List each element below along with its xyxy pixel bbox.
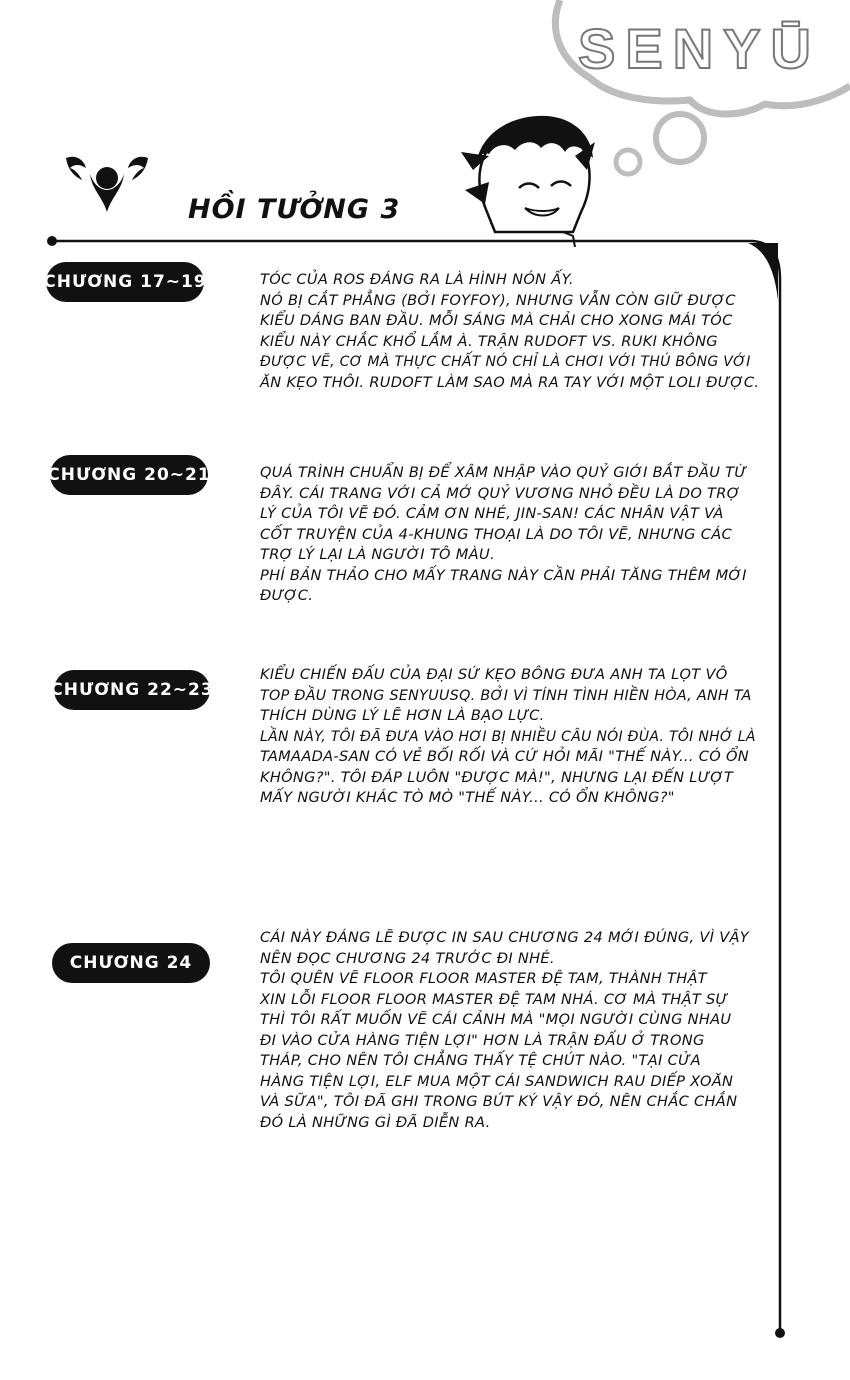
- senyu-logo: SENYŪ: [578, 17, 821, 80]
- chapter-badge-17-19: CHƯƠNG 17~19: [46, 262, 204, 302]
- note-line: TAMAADA-SAN CÓ VẺ BỐI RỐI VÀ CỨ HỎI MÃI "THẾ NÀY... CÓ ỔN: [260, 748, 749, 765]
- note-line: TÔI QUÊN VẼ FLOOR FLOOR MASTER ĐỆ TAM, THÀNH THẬT: [260, 970, 708, 987]
- note-line: ĐÓ LÀ NHỮNG GÌ ĐÃ DIỄN RA.: [260, 1113, 491, 1131]
- note-line: ĐI VÀO CỬA HÀNG TIỆN LỢI" HƠN LÀ TRẬN ĐẤU Ở TRONG: [260, 1031, 705, 1049]
- note-line: KIỂU CHIẾN ĐẤU CỦA ĐẠI SỨ KẸO BÔNG ĐƯA ANH TA LỌT VÔ: [260, 666, 728, 683]
- note-line: QUÁ TRÌNH CHUẨN BỊ ĐỂ XÂM NHẬP VÀO QUỶ GIỚI BẮT ĐẦU TỪ: [260, 464, 747, 481]
- note-line: THÁP, CHO NÊN TÔI CHẲNG THẤY TỆ CHÚT NÀO. "TẠI CỬA: [260, 1052, 701, 1069]
- chapter-notes-24: [260, 928, 754, 1133]
- chapter-notes-17-19: [260, 270, 760, 393]
- note-line: NÊN ĐỌC CHƯƠNG 24 TRƯỚC ĐI NHÉ.: [260, 949, 555, 967]
- note-line: LÝ CỦA TÔI VẼ ĐÓ. CẢM ƠN NHÉ, JIN-SAN! CÁC NHÂN VẬT VÀ: [260, 505, 724, 522]
- note-line: ĐƯỢC.: [260, 587, 314, 604]
- note-line: ĐƯỢC VẼ, CƠ MÀ THỰC CHẤT NÓ CHỈ LÀ CHƠI VỚI THÚ BÔNG VỚI: [260, 354, 751, 370]
- note-line: HÀNG TIỆN LỢI, ELF MUA MỘT CÁI SANDWICH RAU DIẾP XOĂN: [260, 1072, 734, 1090]
- note-line: ĂN KẸO THÔI. RUDOFT LÀM SAO MÀ RA TAY VỚI MỘT LOLI ĐƯỢC.: [260, 373, 760, 391]
- note-line: CÁI NÀY ĐÁNG LẼ ĐƯỢC IN SAU CHƯƠNG 24 MỚI ĐÚNG, VÌ VẬY: [260, 929, 749, 946]
- chapter-notes-20-21: [260, 463, 754, 607]
- note-line: TÓC CỦA ROS ĐÁNG RA LÀ HÌNH NÓN ẤY.: [260, 271, 574, 288]
- note-line: VÀ SỮA", TÔI ĐÃ GHI TRONG BÚT KÝ VẬY ĐÓ, NÊN CHẮC CHẮN: [260, 1093, 738, 1110]
- page-title: HỒI TƯỞNG 3: [188, 194, 401, 225]
- chapter-notes-22-23: [260, 665, 754, 809]
- chapter-badge-20-21: CHƯƠNG 20~21: [50, 455, 208, 495]
- note-line: NÓ BỊ CẮT PHẲNG (BỞI FOYFOY), NHƯNG VẪN CÒN GIỮ ĐƯỢC: [260, 291, 736, 309]
- note-line: XIN LỖI FLOOR FLOOR MASTER ĐỆ TAM NHÁ. CƠ MÀ THẬT SỰ: [260, 990, 729, 1008]
- note-line: KHÔNG?". TÔI ĐÁP LUÔN "ĐƯỢC MÀ!", NHƯNG LẠI ĐẾN LƯỢT: [260, 768, 734, 786]
- chapter-badge-24: CHƯƠNG 24: [52, 943, 210, 983]
- note-line: THÌ TÔI RẤT MUỐN VẼ CÁI CẢNH MÀ "MỌI NGƯỜI CÙNG NHAU: [260, 1011, 732, 1028]
- note-line: PHÍ BẢN THẢO CHO MẤY TRANG NÀY CẦN PHẢI TĂNG THÊM MỚI: [260, 566, 747, 584]
- note-line: KIỂU DÁNG BAN ĐẦU. MỖI SÁNG MÀ CHẢI CHO XONG MÁI TÓC: [260, 312, 733, 329]
- note-line: LẦN NÀY, TÔI ĐÃ ĐƯA VÀO HƠI BỊ NHIỀU CÂU NÓI ĐÙA. TÔI NHỚ LÀ: [260, 728, 756, 745]
- note-line: TOP ĐẦU TRONG SENYUUSQ. BỞI VÌ TÍNH TÌNH HIỀN HÒA, ANH TA: [260, 687, 752, 704]
- note-line: KIỂU NÀY CHẮC KHỔ LẮM À. TRẬN RUDOFT VS. RUKI KHÔNG: [260, 332, 718, 350]
- note-line: ĐÂY. CÁI TRANG VỚI CẢ MỚ QUỶ VƯƠNG NHỎ ĐỀU LÀ DO TRỢ: [260, 484, 741, 502]
- note-line: MẤY NGƯỜI KHÁC TÒ MÒ "THẾ NÀY... CÓ ỔN KHÔNG?": [260, 789, 675, 806]
- note-line: CỐT TRUYỆN CỦA 4-KHUNG THOẠI LÀ DO TÔI VẼ, NHƯNG CÁC: [260, 525, 732, 543]
- note-line: TRỢ LÝ LẠI LÀ NGƯỜI TÔ MÀU.: [260, 546, 495, 563]
- chapter-badge-22-23: CHƯƠNG 22~23: [54, 670, 210, 710]
- note-line: THÍCH DÙNG LÝ LẼ HƠN LÀ BẠO LỰC.: [260, 707, 545, 724]
